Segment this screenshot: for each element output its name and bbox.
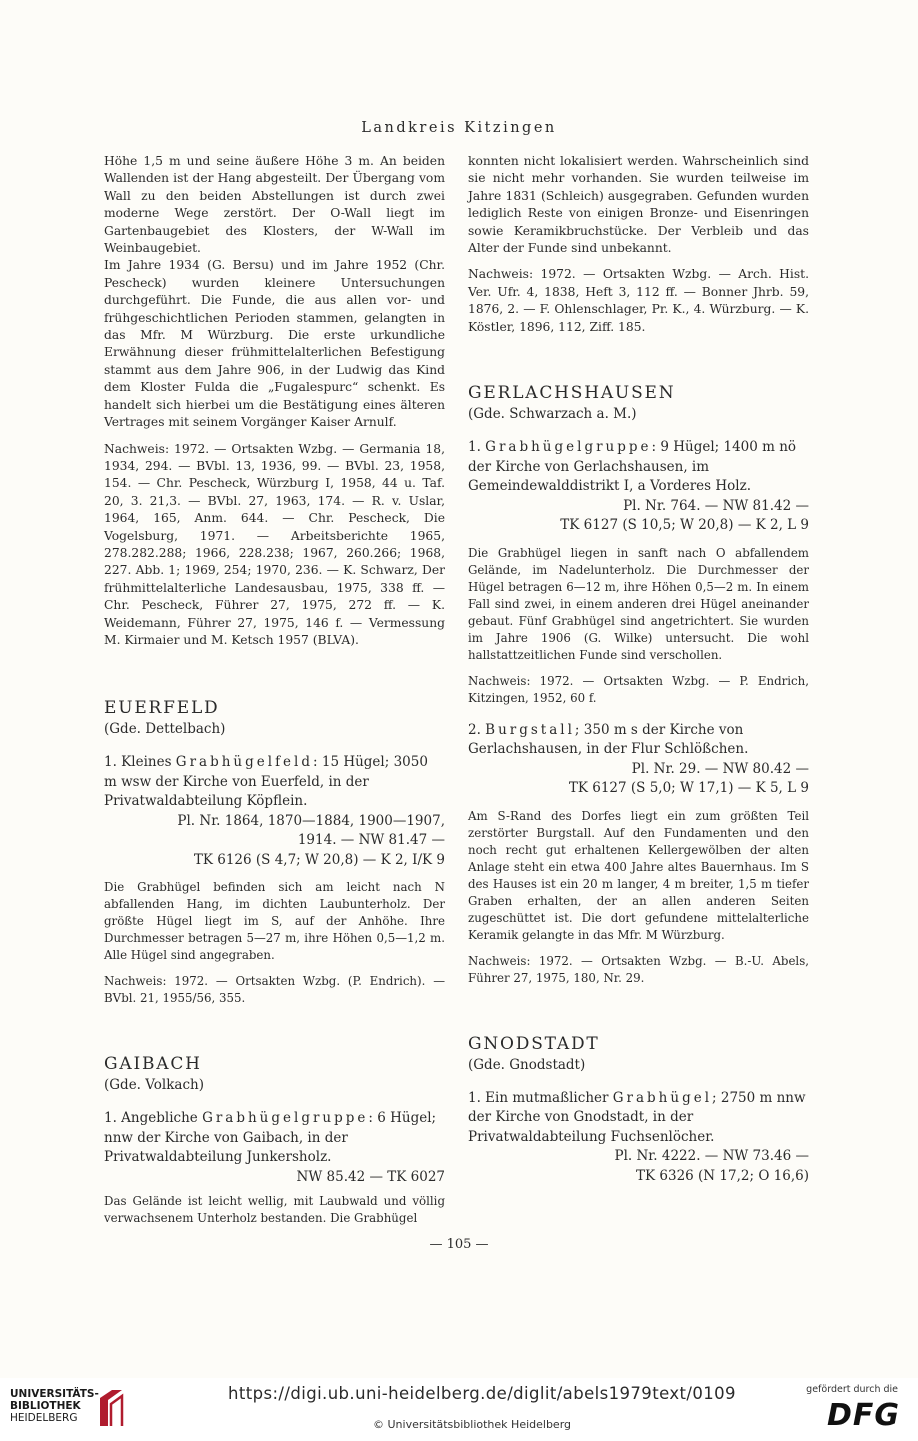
map-reference: TK 6127 (S 10,5; W 20,8) — K 2, L 9 [560,517,809,534]
nachweis-paragraph: Nachweis: 1972. — Ortsakten Wzbg. — B.-U. Abels, Führer 27, 1975, 180, Nr. 29. [468,953,809,985]
section-heading-gaibach: GAIBACH [104,1054,202,1075]
permalink-url[interactable]: https://digi.ub.uni-heidelberg.de/diglit/abels1979text/0109 [228,1384,736,1403]
site-description: Die Grabhügel liegen in sanft nach O abfallendem Gelände, im Nadelunterholz. Die Durchmesser der Hügel betragen 6—12 m, ihre Höhen 0,5—2 m. In einem Fall sind zwei, in einem anderen drei Hügel aneinander gebaut. Fünf Grabhügel sind angetrichtert. Sie wurden im Jahre 1906 (G. Wilke) untersucht. Die wohl hallstattzeitlichen Funde sind verschollen. [468,545,809,662]
funding-label: gefördert durch die [806,1384,898,1395]
running-head: Landkreis Kitzingen [361,120,557,136]
map-reference: TK 6127 (S 5,0; W 17,1) — K 5, L 9 [568,780,809,797]
map-reference: TK 6326 (N 17,2; O 16,6) [636,1167,809,1184]
map-reference: Pl. Nr. 4222. — NW 73.46 — [614,1148,809,1165]
section-subheading: (Gde. Schwarzach a. M.) [468,406,637,423]
section-subheading: (Gde. Dettelbach) [104,721,226,738]
map-reference: Pl. Nr. 1864, 1870—1884, 1900—1907, [177,812,445,829]
site-entry: 1. Angebliche Grabhügelgruppe: 6 Hügel; nnw der Kirche von Gaibach, in der Privatwaldabteilung Junkersholz. [104,1110,437,1166]
site-description: Das Gelände ist leicht wellig, mit Laubwald und völlig verwachsenem Unterholz bestanden. Die Grabhügel [104,1194,445,1226]
site-entry: 1. Grabhügelgruppe: 9 Hügel; 1400 m nö der Kirche von Gerlachshausen, im Gemeindewalddistrikt I, a Vorderes Holz. [468,439,797,495]
nachweis-paragraph: Nachweis: 1972. — Ortsakten Wzbg. — P. Endrich, Kitzingen, 1952, 60 f. [468,673,809,705]
map-reference: Pl. Nr. 29. — NW 80.42 — [631,760,809,777]
section-subheading: (Gde. Volkach) [104,1077,204,1094]
site-entry: 1. Kleines Grabhügelfeld: 15 Hügel; 3050 m wsw der Kirche von Euerfeld, in der Privatwaldabteilung Köpflein. [104,754,428,810]
section-heading-gerlachshausen: GERLACHSHAUSEN [468,383,676,404]
nachweis-paragraph: Nachweis: 1972. — Ortsakten Wzbg. — Arch. Hist. Ver. Ufr. 4, 1838, Heft 3, 112 ff. — Bonner Jhrb. 59, 1876, 2. — F. Ohlenschlager, Pr. K., 4. Würzburg. — K. Köstler, 1896, 112, Ziff. 185. [468,267,809,334]
paragraph: Im Jahre 1934 (G. Bersu) und im Jahre 1952 (Chr. Pescheck) wurden kleinere Untersuchungen durchgeführt. Die Funde, die aus allen vor- und frühgeschichtlichen Perioden stammen, gelangten in das Mfr. M Würzburg. Die erste urkundliche Erwähnung dieser frühmittelalterlichen Befestigung stammt aus dem Jahre 906, in der Ludwig das Kind dem Kloster Fulda die „Fugalespurc“ schenkt. Es handelt sich hierbei um die Bestätigung eines älteren Vertrages mit seinem Vorgänger Kaiser Arnulf. [104,258,445,430]
map-reference: TK 6126 (S 4,7; W 20,8) — K 2, I/K 9 [193,851,445,868]
map-reference: Pl. Nr. 764. — NW 81.42 — [623,497,809,514]
section-heading-euerfeld: EUERFELD [104,698,220,719]
nachweis-paragraph: Nachweis: 1972. — Ortsakten Wzbg. (P. Endrich). — BVbl. 21, 1955/56, 355. [104,974,445,1006]
right-column [468,153,809,1186]
copyright-notice: © Universitätsbibliothek Heidelberg [373,1418,572,1431]
library-mark-icon [96,1386,126,1430]
left-column [104,153,445,1227]
dfg-logo[interactable]: DFG [826,1398,900,1433]
section-heading-gnodstadt: GNODSTADT [468,1033,600,1054]
map-reference: 1914. — NW 81.47 — [297,832,445,849]
paragraph: Höhe 1,5 m und seine äußere Höhe 3 m. An beiden Wallenden ist der Hang abgesteilt. Der Übergang vom Wall zu den beiden Abstellungen ist durch zwei moderne Wege zerstört. Der O-Wall liegt im Gartenbaugebiet des Klosters, der W-Wall im Weinbaugebiet. [104,154,445,256]
viewer-footer [0,1378,918,1441]
site-description: Am S-Rand des Dorfes liegt ein zum größten Teil zerstörter Burgstall. Auf den Fundamenten und den noch recht gut erhaltenen Kellergewölben der alten Anlage steht ein etwa 400 Jahre altes Bauernhaus. Im S des Hauses ist ein 20 m langer, 4 m breiter, 1,5 m tiefer Graben erhalten, der an allen anderen Seiten zugeschüttet ist. Die dort gefundene mittelalterliche Keramik gelangte in das Mfr. M Würzburg. [468,808,809,942]
page-number: — 105 — [429,1237,489,1252]
site-entry: 1. Ein mutmaßlicher Grabhügel; 2750 m nnw der Kirche von Gnodstadt, in der Privatwaldabteilung Fuchsenlöcher. [468,1089,806,1145]
nachweis-paragraph: Nachweis: 1972. — Ortsakten Wzbg. — Germania 18, 1934, 294. — BVbl. 13, 1936, 99. — BVbl. 23, 1958, 154. — Chr. Pescheck, Würzburg I, 1958, 44 u. Taf. 20, 3. 21,3. — BVbl. 27, 1963, 174. — R. v. Uslar, 1964, 165, Anm. 644. — Chr. Pescheck, Die Vogelsburg, 1971. — Arbeitsberichte 1965, 278.282.288; 1966, 228.238; 1967, 260.266; 1968, 227. Abb. 1; 1969, 254; 1970, 236. — K. Schwarz, Der frühmittelalterliche Landesausbau, 1975, 338 ff. — Chr. Pescheck, Führer 27, 1975, 272 ff. — K. Weidemann, Führer 27, 1975, 146 f. — Vermessung M. Kirmaier und M. Ketsch 1957 (BLVA). [104,441,445,647]
map-reference: NW 85.42 — TK 6027 [296,1168,445,1185]
paragraph: konnten nicht lokalisiert werden. Wahrscheinlich sind sie nicht mehr vorhanden. Sie wurden teilweise im Jahre 1831 (Schleich) ausgegraben. Gefunden wurden lediglich Reste von einigen Bronze- und Eisenringen sowie Keramikbruchstücke. Der Verbleib und das Alter der Funde sind unbekannt. [468,154,809,256]
library-logo[interactable]: UNIVERSITÄTS- BIBLIOTHEK HEIDELBERG [10,1388,99,1424]
section-subheading: (Gde. Gnodstadt) [468,1056,586,1073]
site-entry: 2. Burgstall; 350 m s der Kirche von Gerlachshausen, in der Flur Schlößchen. [468,721,749,758]
site-description: Die Grabhügel befinden sich am leicht nach N abfallenden Hang, im dichten Laubunterholz. Der größte Hügel liegt im S, auf der Anhöhe. Ihre Durchmesser betragen 5—27 m, ihre Höhen 0,5—1,2 m. Alle Hügel sind angegraben. [104,880,445,963]
